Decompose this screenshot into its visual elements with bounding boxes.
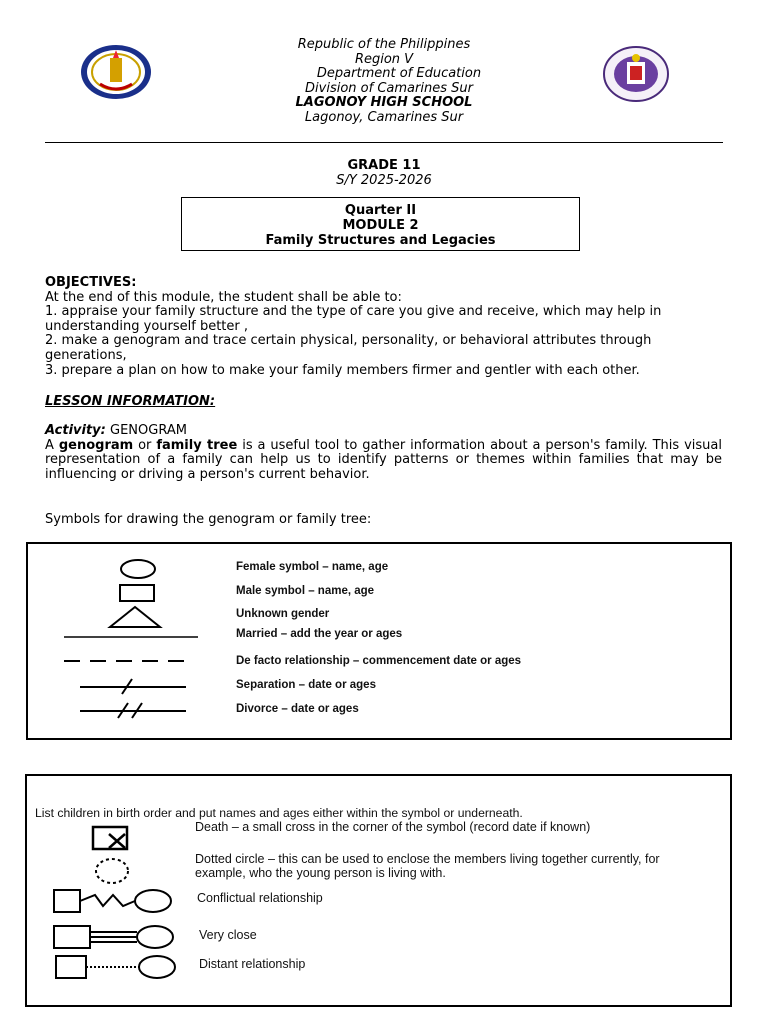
objective-item: 2. make a genogram and trace certain physical, personality, or behavioral attributes through generations, xyxy=(45,333,652,363)
para-text: is a useful tool to gather information about a person's family. This visual representation of a family can help us to identify patterns or themes within families that may be influencing or driving a person's current behavior. xyxy=(45,437,722,482)
header-line: Division of Camarines Sur xyxy=(305,80,473,96)
activity-section xyxy=(45,424,722,482)
grade-level: GRADE 11 xyxy=(347,158,421,173)
objective-item: 1. appraise your family structure and the type of care you give and receive, which may help in understanding yourself better , xyxy=(45,304,662,334)
legend-intro: List children in birth order and put names and ages either within the symbol or underneath. xyxy=(35,806,523,820)
header-line: Republic of the Philippines xyxy=(297,37,471,52)
lesson-heading: LESSON INFORMATION: xyxy=(45,394,216,409)
objectives-heading: OBJECTIVES: xyxy=(45,275,137,290)
legend-label: Separation – date or ages xyxy=(236,679,376,691)
dotted-circle-icon xyxy=(93,856,133,886)
separation-line-icon xyxy=(80,676,190,696)
school-address: Lagonoy, Camarines Sur xyxy=(304,109,464,125)
death-symbol-icon xyxy=(89,824,133,854)
activity-paragraph xyxy=(45,439,722,483)
legend-label: Married – add the year or ages xyxy=(236,628,403,640)
legend-label: De facto relationship – commencement date or ages xyxy=(236,655,522,667)
male-symbol-icon xyxy=(116,582,160,604)
term-genogram: genogram xyxy=(58,437,134,453)
header-divider xyxy=(45,142,723,143)
de-facto-line-icon xyxy=(64,658,204,664)
legend-label: Distant relationship xyxy=(199,957,306,971)
legend-label: Conflictual relationship xyxy=(197,891,323,905)
activity-label: Activity: xyxy=(45,423,106,438)
legend-label: Very close xyxy=(199,928,257,942)
legend-label: Divorce – date or ages xyxy=(236,703,359,715)
relationship-legend-box xyxy=(25,774,732,1007)
female-symbol-icon xyxy=(118,558,158,580)
header-line: Region V xyxy=(354,51,414,67)
legend-label: Female symbol – name, age xyxy=(236,561,389,573)
header-line: Department of Education xyxy=(316,66,482,82)
very-close-icon xyxy=(51,922,181,952)
module-label: MODULE 2 xyxy=(342,218,419,233)
quarter-label: Quarter II xyxy=(344,203,417,218)
module-title-box xyxy=(181,197,580,251)
legend-label: Dotted circle – this can be used to enclose the members living together currently, for example, who the young person is living with. xyxy=(195,852,660,880)
divorce-line-icon xyxy=(80,700,190,720)
legend-label: Male symbol – name, age xyxy=(236,585,375,597)
para-text: A xyxy=(45,437,59,453)
distant-relationship-icon xyxy=(53,952,183,982)
objectives-section xyxy=(45,276,722,378)
symbols-legend-box xyxy=(26,542,732,740)
objectives-intro: At the end of this module, the student shall be able to: xyxy=(45,289,402,305)
term-family-tree: family tree xyxy=(156,437,238,453)
school-name: LAGONOY HIGH SCHOOL xyxy=(295,95,473,111)
activity-name: GENOGRAM xyxy=(110,423,187,438)
activity-title xyxy=(45,424,722,439)
legend-label: Unknown gender xyxy=(236,608,330,620)
school-year: S/Y 2025-2026 xyxy=(336,173,432,188)
married-line-icon xyxy=(64,634,204,640)
para-text: or xyxy=(133,437,157,453)
conflictual-relationship-icon xyxy=(51,886,181,916)
legend-label: Death – a small cross in the corner of the symbol (record date if known) xyxy=(195,820,591,834)
objective-item: 3. prepare a plan on how to make your family members firmer and gentler with each other. xyxy=(45,362,640,378)
document-header xyxy=(0,38,768,126)
grade-block xyxy=(0,158,768,188)
module-title: Family Structures and Legacies xyxy=(265,233,496,248)
unknown-gender-icon xyxy=(106,604,166,630)
symbols-intro: Symbols for drawing the genogram or family tree: xyxy=(45,512,372,527)
